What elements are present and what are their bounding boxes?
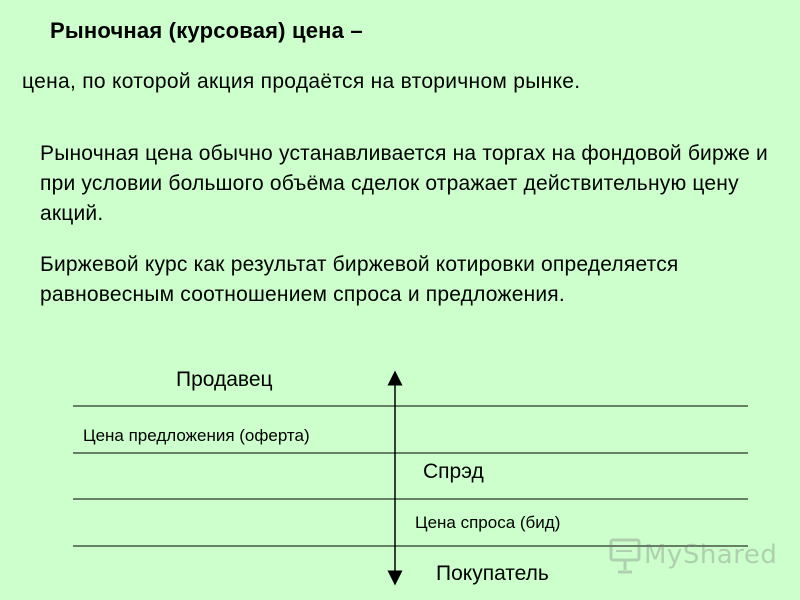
bid-price-label: Цена спроса (бид) — [415, 513, 561, 532]
slide-title: Рыночная (курсовая) цена – — [50, 18, 363, 43]
watermark-logo — [608, 536, 778, 576]
seller-label: Продавец — [176, 368, 273, 391]
definition-text: цена, по которой акция продаётся на вторичном рынке. — [22, 70, 581, 93]
paragraph-exchange-rate: Биржевой курс как результат биржевой котировки определяется равновесным соотношением спроса и предложения. — [40, 253, 679, 306]
buyer-label: Покупатель — [436, 562, 549, 585]
watermark-brand: MyShared — [644, 540, 778, 570]
offer-price-label: Цена предложения (оферта) — [83, 426, 310, 445]
presentation-board-icon — [608, 536, 642, 574]
paragraph-market-price: Рыночная цена обычно устанавливается на торгах на фондовой бирже и при условии большого объёма сделок отражает действительную цену акций. — [40, 142, 768, 225]
spread-label: Спрэд — [423, 460, 484, 483]
